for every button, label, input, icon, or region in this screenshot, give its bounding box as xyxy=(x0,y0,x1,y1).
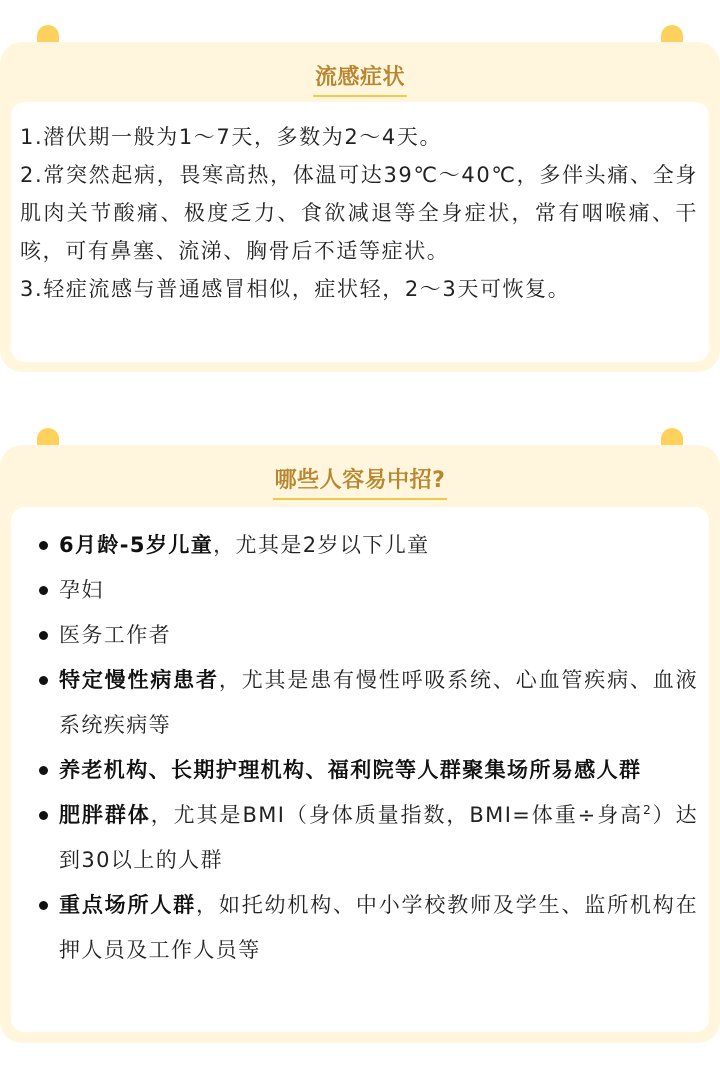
risk-groups-title: 哪些人容易中招? xyxy=(0,463,720,500)
symptom-line: 3.轻症流感与普通感冒相似，症状轻，2～3天可恢复。 xyxy=(20,277,571,301)
list-item: 特定慢性病患者，尤其是患有慢性呼吸系统、心血管疾病、血液系统疾病等 xyxy=(22,658,698,748)
bullet-icon xyxy=(39,676,48,685)
list-item: 养老机构、长期护理机构、福利院等人群聚集场所易感人群 xyxy=(22,748,698,793)
bullet-icon xyxy=(39,901,48,910)
symptom-line: 1.潜伏期一般为1～7天，多数为2～4天。 xyxy=(20,125,443,149)
bullet-icon xyxy=(39,631,48,640)
bullet-icon xyxy=(39,766,48,775)
symptoms-title: 流感症状 xyxy=(0,60,720,97)
list-item: 医务工作者 xyxy=(22,613,698,658)
bullet-icon xyxy=(39,586,48,595)
list-item: 肥胖群体，尤其是BMI（身体质量指数，BMI=体重÷身高$^2$）达到30以上的人群 xyxy=(22,793,698,883)
symptoms-card xyxy=(0,42,720,372)
risk-groups-card xyxy=(0,445,720,1043)
symptoms-panel xyxy=(11,102,709,362)
risk-groups-panel xyxy=(11,507,709,1032)
list-item: 孕妇 xyxy=(22,568,698,613)
symptom-line: 2.常突然起病，畏寒高热，体温可达39℃～40℃，多伴头痛、全身肌肉关节酸痛、极度乏力、食欲减退等全身症状，常有咽喉痛、干咳，可有鼻塞、流涕、胸骨后不适等症状。 xyxy=(20,163,698,263)
risk-groups-list xyxy=(22,523,698,973)
list-item: 重点场所人群，如托幼机构、中小学校教师及学生、监所机构在押人员及工作人员等 xyxy=(22,883,698,973)
bullet-icon xyxy=(39,811,48,820)
bullet-icon xyxy=(39,541,48,550)
list-item: 6月龄-5岁儿童，尤其是2岁以下儿童 xyxy=(22,523,698,568)
